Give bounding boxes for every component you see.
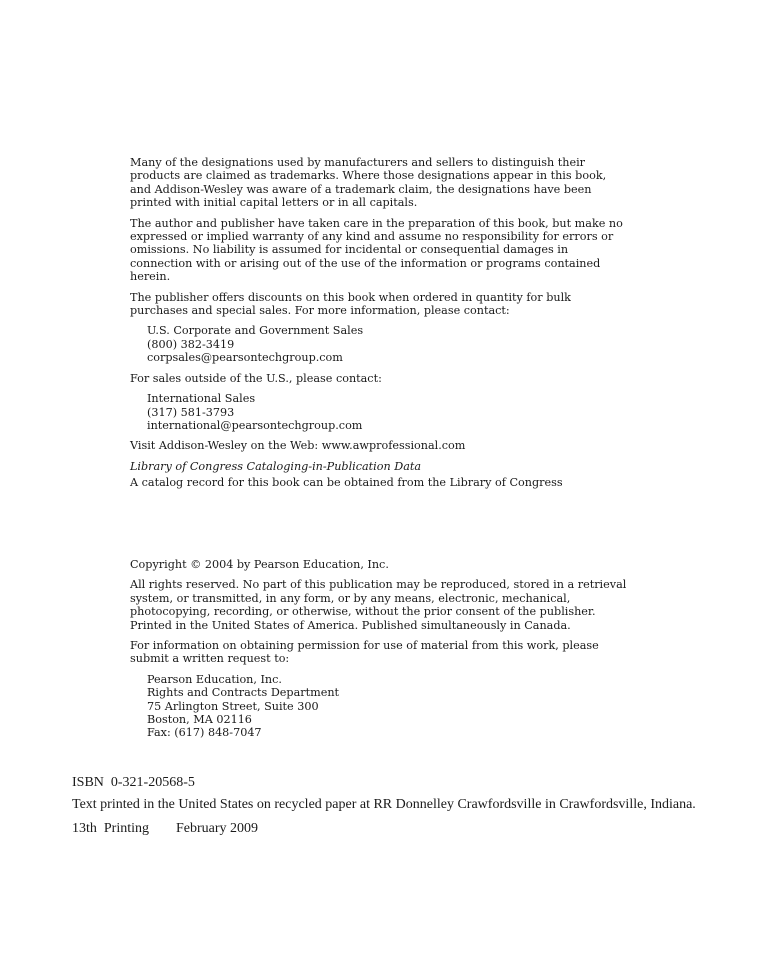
us-sales-phone: (800) 382-3419: [147, 337, 235, 351]
address-line: Boston, MA 02116: [147, 713, 252, 727]
us-sales-email: corpsales@pearsontechgroup.com: [147, 351, 343, 365]
warranty-disclaimer: The author and publisher have taken care in the preparation of this book, but make no expressed or implied warranty of any kind and assume no responsibility for errors or omissions. No liability is assumed for incidental or consequential damages in connection with or arising out of the use of the information or programs contained herein.: [130, 216, 623, 284]
rights-reserved: All rights reserved. No part of this publication may be reproduced, stored in a retrieval system, or transmitted, in any form, or by any means, electronic, mechanical, photocopying, recording, or otherwise, without the prior consent of the publisher. Printed in the United States of America. Published simultaneously in Canada.: [130, 578, 627, 632]
trademark-notice: Many of the designations used by manufacturers and sellers to distinguish their products are claimed as trademarks. Where those designations appear in this book, and Addison-Wesley was aware of a trademark claim, the designations have been printed with initial capital letters or in all capitals.: [130, 156, 607, 210]
address-line: 75 Arlington Street, Suite 300: [147, 699, 319, 713]
intl-sales-phone: (317) 581-3793: [147, 405, 235, 419]
bulk-discount-notice: The publisher offers discounts on this book when ordered in quantity for bulk purchases and special sales. For more information, please contact:: [130, 290, 571, 318]
us-sales-contact: [130, 324, 630, 364]
permissions-address: [130, 673, 630, 740]
printing-date: February 2009: [176, 821, 259, 836]
printing-number: 13th Printing: [72, 821, 150, 836]
web-address-line: Visit Addison-Wesley on the Web: www.awprofessional.com: [130, 439, 466, 453]
copyright-line: Copyright © 2004 by Pearson Education, Inc.: [130, 558, 389, 571]
printing-location-line: Text printed in the United States on recycled paper at RR Donnelley Crawfordsville in Crawfordsville, Indiana.: [72, 797, 696, 812]
copyright-page-notices: [130, 156, 630, 490]
us-sales-name: U.S. Corporate and Government Sales: [147, 324, 364, 338]
intl-sales-email: international@pearsontechgroup.com: [147, 418, 363, 432]
intl-sales-name: International Sales: [147, 392, 256, 406]
catalog-record-line: A catalog record for this book can be obtained from the Library of Congress: [130, 476, 563, 490]
address-line: Pearson Education, Inc.: [147, 672, 282, 686]
printing-info: [72, 820, 258, 838]
address-line: Rights and Contracts Department: [147, 686, 340, 700]
copyright-rights-section: [130, 558, 630, 740]
permission-intro: For information on obtaining permission for use of material from this work, please submit a written request to:: [130, 639, 599, 666]
fax-line: Fax: (617) 848-7047: [147, 726, 262, 740]
isbn-line: ISBN 0-321-20568-5: [72, 775, 195, 790]
intl-sales-contact: [130, 392, 630, 432]
outside-us-intro: For sales outside of the U.S., please contact:: [130, 371, 382, 385]
cip-heading: Library of Congress Cataloging-in-Publication Data: [130, 459, 422, 473]
